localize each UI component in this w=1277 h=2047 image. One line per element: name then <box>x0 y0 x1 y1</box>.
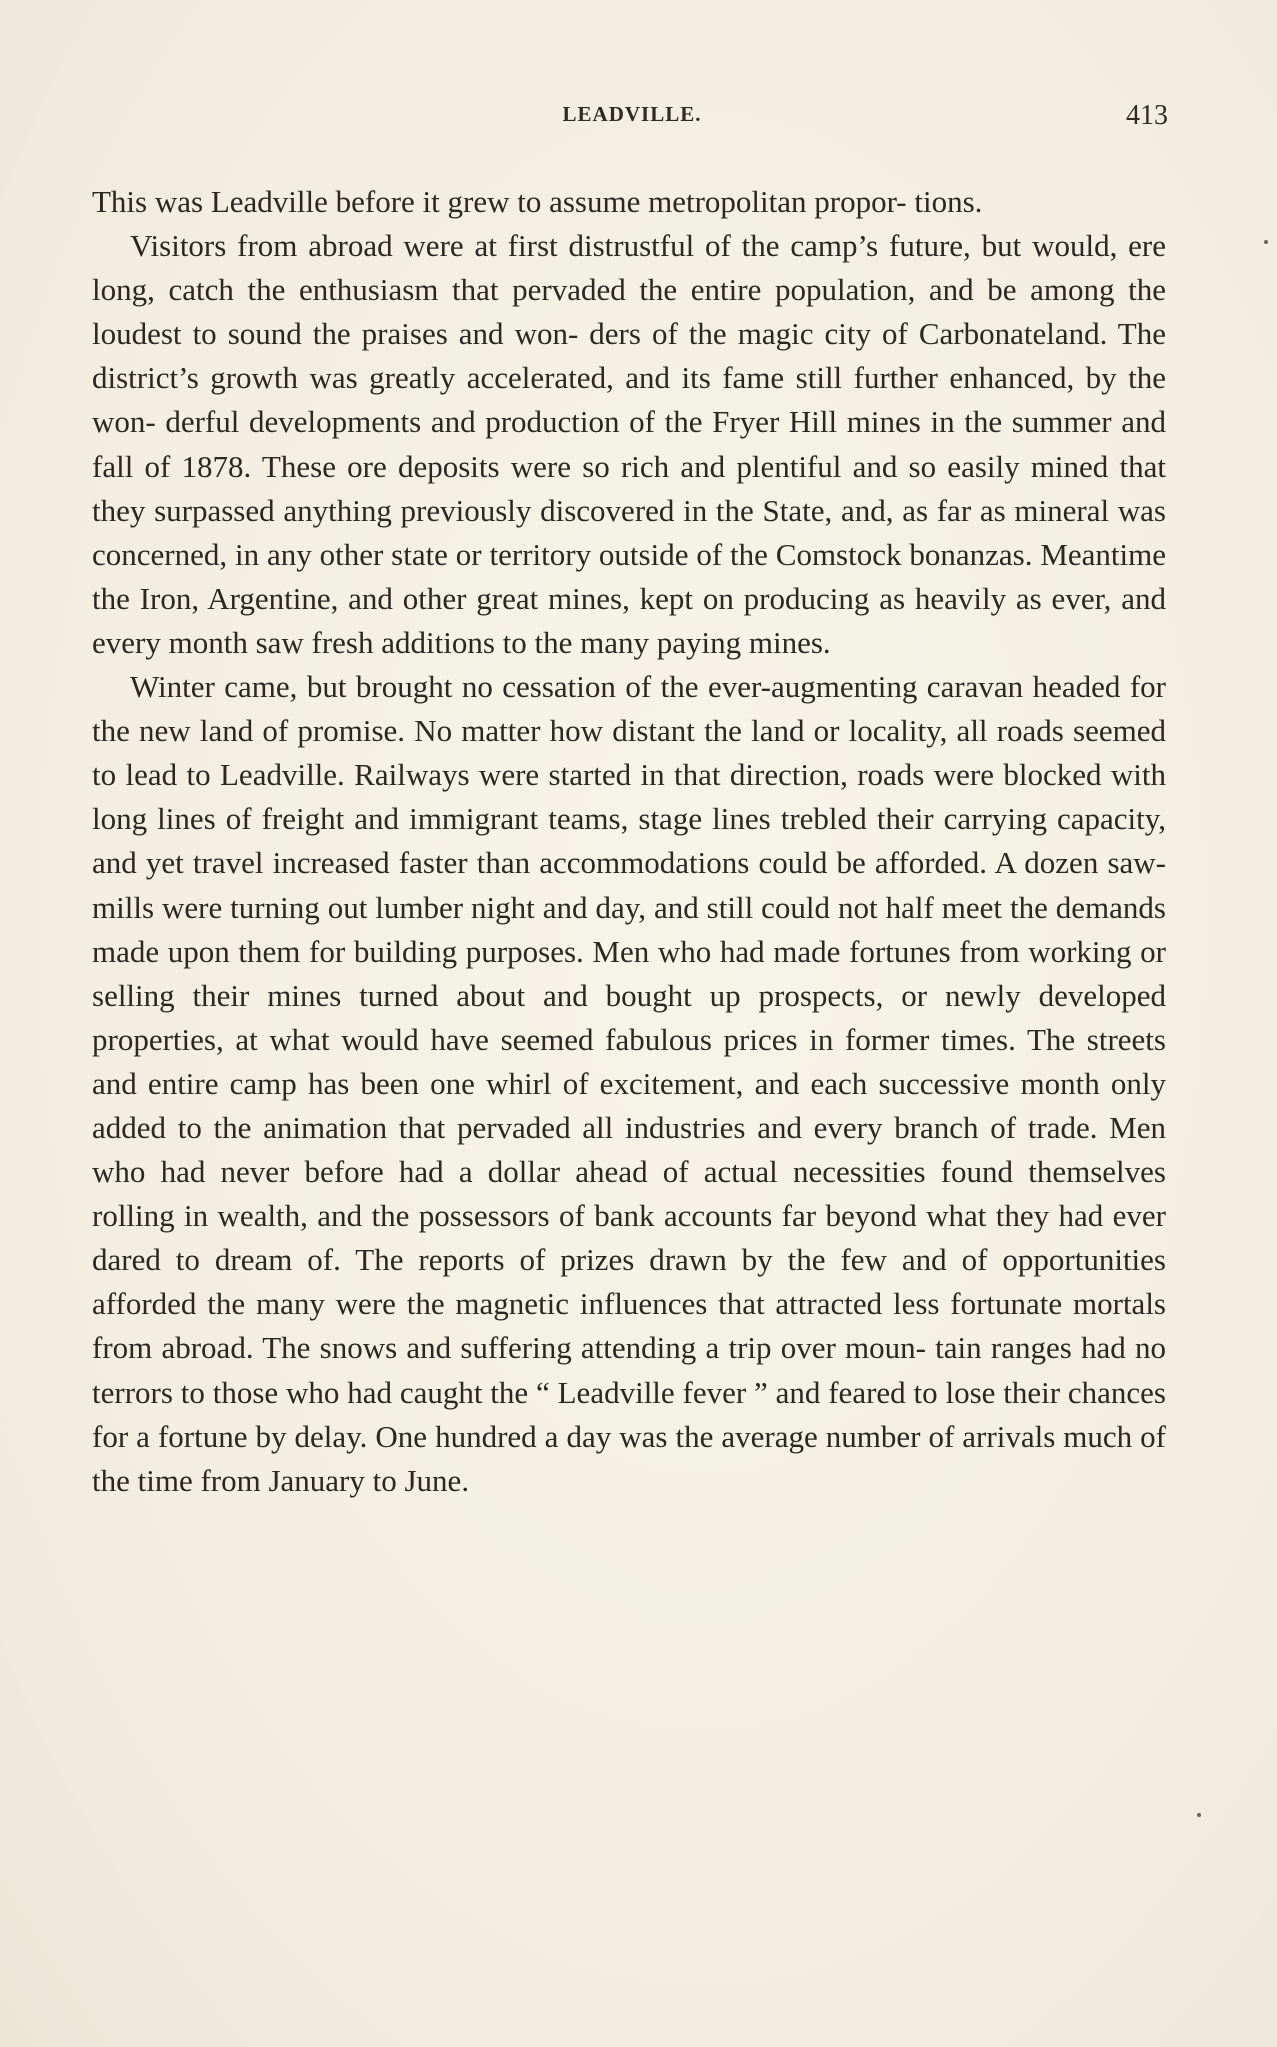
running-title: LEADVILLE. <box>562 102 702 126</box>
paper-speck <box>1264 240 1268 244</box>
paragraph-2: Visitors from abroad were at first distrustful of the camp’s future, but would, ere long, catch the enthusiasm that pervaded the entire population, and be among the loudest to sound the praises and won- ders of the magic city of Carbonateland. The district’s growth was greatly accelerated, and its fame still further enhanced, by the won- derful developments and production of the Fryer Hill mines in the summer and fall of 1878. These ore deposits were so rich and plentiful and so easily mined that they surpassed anything previously discovered in the State, and, as far as mineral was concerned, in any other state or territory outside of the Comstock bonanzas. Meantime the Iron, Argentine, and other great mines, kept on producing as heavily as ever, and every month saw fresh additions to the many paying mines. <box>92 228 1166 660</box>
running-head <box>96 100 1168 136</box>
body-text <box>92 180 1166 1503</box>
page-number: 413 <box>1126 100 1168 131</box>
paragraph-1: This was Leadville before it grew to assume metropolitan propor- tions. <box>92 184 983 219</box>
paper-speck <box>1197 1813 1201 1817</box>
paragraph-3: Winter came, but brought no cessation of the ever-augmenting caravan headed for the new land of promise. No matter how distant the land or locality, all roads seemed to lead to Leadville. Railways were started in that direction, roads were blocked with long lines of freight and immigrant teams, stage lines trebled their carrying capacity, and yet travel increased faster than accommodations could be afforded. A dozen saw-mills were turning out lumber night and day, and still could not half meet the demands made upon them for building purposes. Men who had made fortunes from working or selling their mines turned about and bought up prospects, or newly developed properties, at what would have seemed fabulous prices in former times. The streets and entire camp has been one whirl of excitement, and each successive month only added to the animation that pervaded all industries and every branch of trade. Men who had never before had a dollar ahead of actual necessities found themselves rolling in wealth, and the possessors of bank accounts far beyond what they had ever dared to dream of. The reports of prizes drawn by the few and of opportunities afforded the many were the magnetic influences that attracted less fortunate mortals from abroad. The snows and suffering attending a trip over moun- tain ranges had no terrors to those who had caught the “ Leadville fever ” and feared to lose their chances for a fortune by delay. One hundred a day was the average number of arrivals much of the time from January to June. <box>92 669 1166 1498</box>
